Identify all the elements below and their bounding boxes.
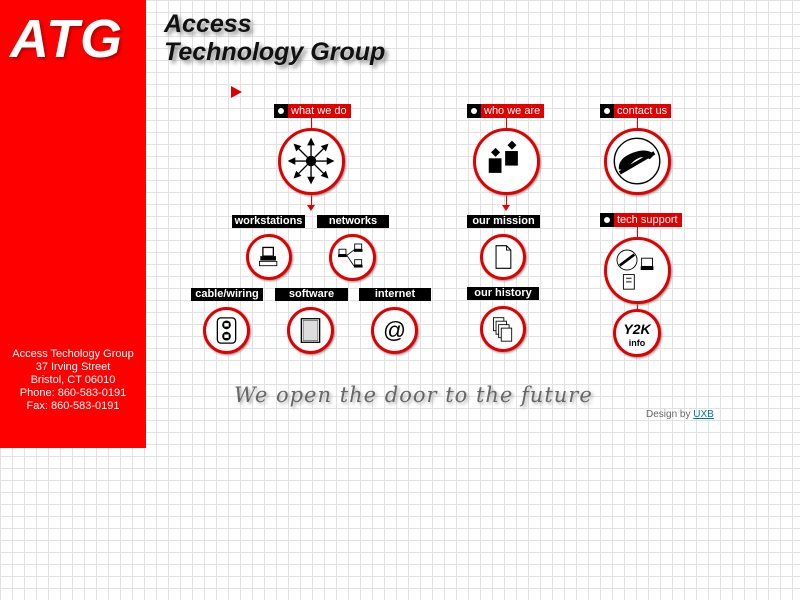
tagline: We open the door to the future: [234, 383, 593, 407]
section-contact-us[interactable]: [600, 104, 671, 118]
section-who-we-are-label: who we are: [484, 105, 541, 117]
uxb-link[interactable]: UXB: [693, 409, 714, 420]
at-icon: [374, 310, 415, 351]
cable-wiring-link[interactable]: cable/wiring: [191, 288, 263, 301]
y2k-info-button[interactable]: [613, 309, 661, 357]
down-arrow-icon: [307, 205, 315, 211]
address-street: 37 Irving Street: [35, 361, 111, 373]
contact-us-button[interactable]: [604, 128, 671, 195]
hub-icon: [281, 131, 342, 192]
address-phone: Phone: 860-583-0191: [19, 387, 127, 399]
our-history-link[interactable]: our history: [467, 287, 539, 300]
workstation-icon: [249, 237, 289, 277]
pointer-arrow-icon: [231, 86, 242, 98]
who-we-are-button[interactable]: [473, 128, 540, 195]
address-fax: Fax: 860-583-0191: [26, 400, 120, 412]
networks-link[interactable]: networks: [317, 215, 389, 228]
connector-line: [311, 118, 312, 128]
software-icon: [290, 310, 331, 351]
documents-stack-icon: [483, 309, 523, 349]
connector-line: [637, 118, 638, 128]
address-block: [0, 348, 146, 413]
down-arrow-icon: [502, 205, 510, 211]
credit-prefix: Design by: [646, 409, 694, 420]
title-line-2: Technology Group: [164, 38, 386, 66]
sidebar: [0, 0, 146, 448]
internet-button[interactable]: [371, 307, 418, 354]
design-credit: [646, 409, 714, 420]
atg-logo[interactable]: ATG: [10, 9, 123, 69]
title-line-1: Access: [164, 10, 252, 38]
internet-link[interactable]: internet: [359, 288, 431, 301]
bullet-icon: [600, 213, 614, 227]
tech-support-button[interactable]: [604, 237, 671, 304]
section-contact-us-label: contact us: [617, 105, 668, 117]
phone-icon: [607, 131, 668, 192]
cable-wiring-button[interactable]: [203, 307, 250, 354]
our-mission-link[interactable]: our mission: [467, 215, 540, 228]
what-we-do-button[interactable]: [278, 128, 345, 195]
section-tech-support[interactable]: [600, 213, 682, 227]
network-icon: [332, 237, 373, 278]
section-what-we-do-label: what we do: [291, 105, 347, 117]
software-button[interactable]: [287, 307, 334, 354]
address-city: Bristol, CT 06010: [30, 374, 116, 386]
section-tech-support-label: tech support: [617, 214, 678, 226]
bullet-icon: [467, 104, 481, 118]
at-symbol: @: [382, 316, 407, 343]
networks-button[interactable]: [329, 234, 376, 281]
workstations-link[interactable]: workstations: [232, 215, 305, 228]
bullet-icon: [600, 104, 614, 118]
section-what-we-do[interactable]: [274, 104, 351, 118]
our-mission-button[interactable]: [480, 234, 526, 280]
document-icon: [483, 237, 523, 277]
connector-line: [637, 227, 638, 237]
connector-line: [506, 118, 507, 128]
people-icon: [476, 131, 537, 192]
address-company: Access Techology Group: [12, 348, 134, 360]
section-who-we-are[interactable]: [467, 104, 544, 118]
page-title: [164, 10, 385, 66]
our-history-button[interactable]: [480, 306, 526, 352]
outlet-icon: [206, 310, 247, 351]
y2k-subtitle: info: [628, 338, 646, 348]
y2k-title: Y2K: [623, 321, 651, 337]
bullet-icon: [274, 104, 288, 118]
software-link[interactable]: software: [275, 288, 348, 301]
support-icon: [607, 240, 668, 301]
workstations-button[interactable]: [246, 234, 292, 280]
